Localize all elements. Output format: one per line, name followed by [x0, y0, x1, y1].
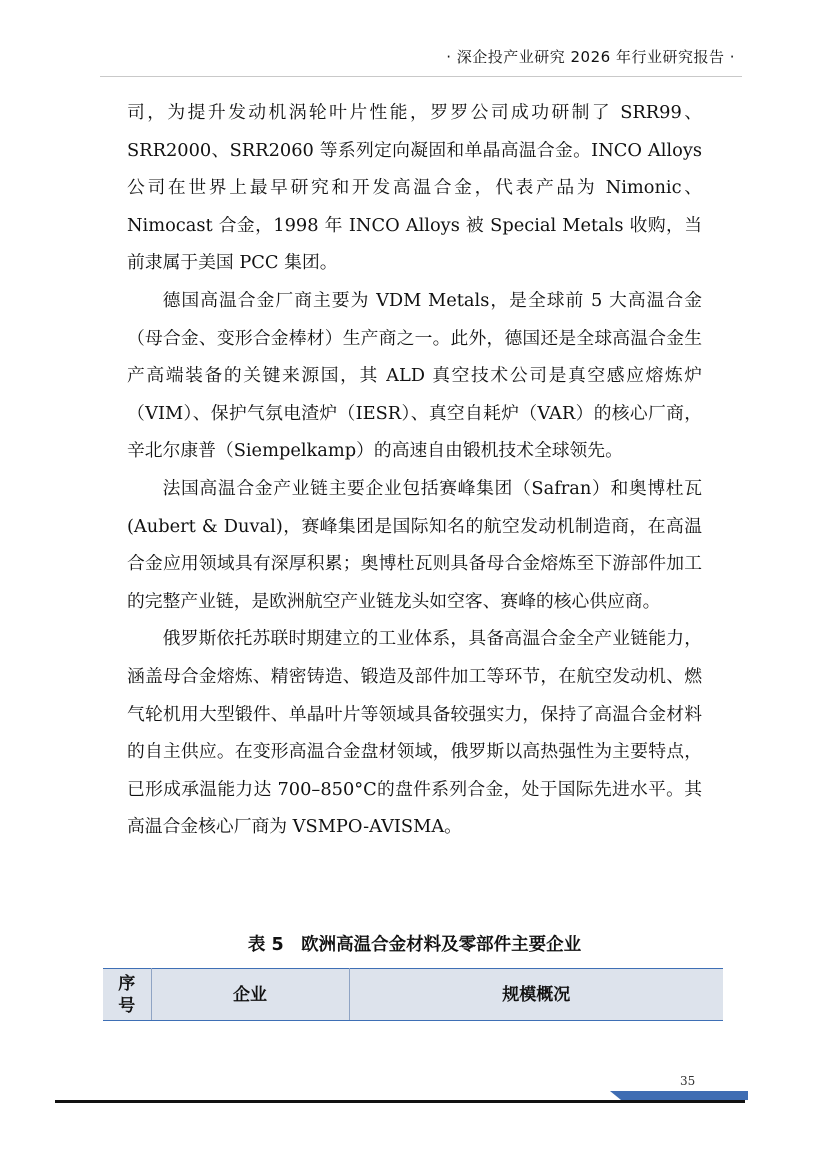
paragraph-russia: 俄罗斯依托苏联时期建立的工业体系，具备高温合金全产业链能力，涵盖母合金熔炼、精密铸造、锻造及部件加工等环节，在航空发动机、燃气轮机用大型锻件、单晶叶片等领域具备较强实力，保持了高温合金材料的自主供应。在变形高温合金盘材领域，俄罗斯以高热强性为主要特点，已形成承温能力达 700–850°C的盘件系列合金，处于国际先进水平。其高温合金核心厂商为 VSMPO-AVISMA。 [127, 628, 702, 838]
body-text [127, 94, 702, 846]
paragraph-germany: 德国高温合金厂商主要为 VDM Metals，是全球前 5 大高温合金（母合金、变形合金棒材）生产商之一。此外，德国还是全球高温合金生产高端装备的关键来源国，其 ALD 真空技术公司是真空感应熔炼炉（VIM）、保护气氛电渣炉（IESR）、真空自耗炉（VAR）的核心厂商，辛北尔康普（Siempelkamp）的高速自由锻机技术全球领先。 [127, 289, 702, 462]
table-header-row [103, 969, 723, 1021]
header-cell-company: 企业 [151, 969, 349, 1021]
header-cell-overview: 规模概况 [349, 969, 723, 1021]
companies-table [103, 968, 723, 1021]
page-number: 35 [680, 1074, 696, 1088]
header-divider [100, 76, 742, 77]
footer-rule [55, 1100, 745, 1103]
table-caption: 表 5 欧洲高温合金材料及零部件主要企业 [247, 935, 582, 955]
paragraph-france: 法国高温合金产业链主要企业包括赛峰集团（Safran）和奥博杜瓦 (Aubert & Duval)，赛峰集团是国际知名的航空发动机制造商，在高温合金应用领域具有深厚积累；奥博杜瓦则具备母合金熔炼至下游部件加工的完整产业链，是欧洲航空产业链龙头如空客、赛峰的核心供应商。 [127, 477, 702, 612]
header-index-label: 序号 [118, 973, 136, 1016]
footer-accent-bar [610, 1091, 748, 1100]
paragraph-uk-companies: 司，为提升发动机涡轮叶片性能，罗罗公司成功研制了 SRR99、SRR2000、SRR2060 等系列定向凝固和单晶高温合金。INCO Alloys 公司在世界上最早研究和开发高温合金，代表产品为 Nimonic、Nimocast 合金，1998 年 INCO Alloys 被 Special Metals 收购，当前隶属于美国 PCC 集团。 [127, 102, 702, 274]
running-header: · 深企投产业研究 2026 年行业研究报告 · [446, 48, 735, 66]
header-cell-index [103, 969, 151, 1021]
